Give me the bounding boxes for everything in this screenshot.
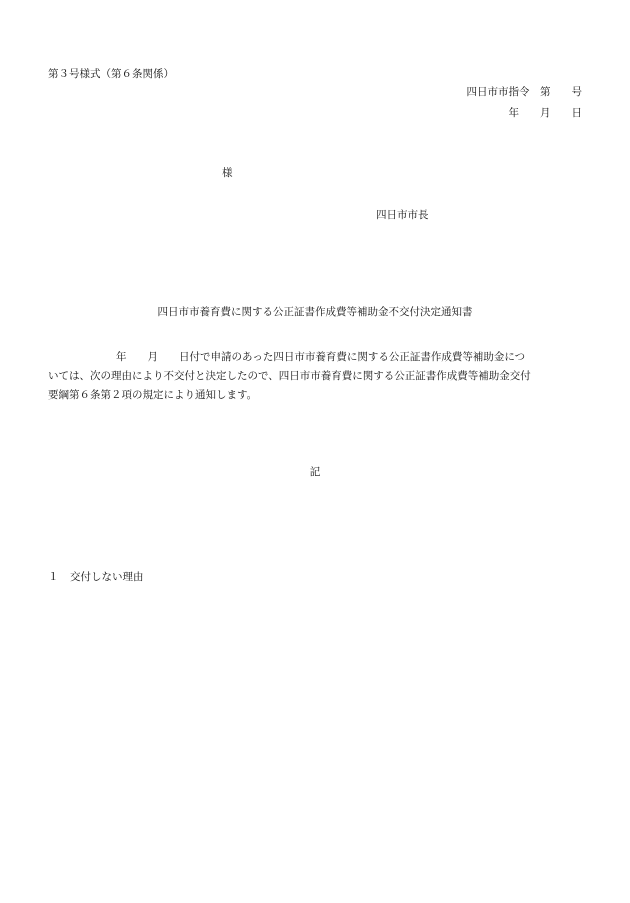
body-text (48, 348, 584, 405)
body-line: いては、次の理由により不交付と決定したので、四日市市養育費に関する公正証書作成費等補助金交付 (48, 370, 531, 382)
date-line: 年 月 日 (508, 107, 582, 119)
document-title: 四日市市養育費に関する公正証書作成費等補助金不交付決定通知書 (157, 306, 473, 318)
item-number: １ (48, 571, 59, 583)
ki-heading: 記 (309, 466, 321, 478)
body-line: 要綱第６条第２項の規定により通知します。 (48, 389, 258, 401)
notice-number: 四日市市指令 第 号 (466, 86, 582, 98)
form-label: 第３号様式（第６条関係） (48, 68, 174, 80)
issuer-name: 四日市市長 (376, 209, 429, 221)
list-item (48, 572, 144, 583)
body-line: 年 月 日付で申請のあった四日市市養育費に関する公正証書作成費等補助金につ (116, 351, 526, 363)
addressee-suffix: 様 (222, 167, 233, 179)
item-label: 交付しない理由 (70, 571, 144, 583)
